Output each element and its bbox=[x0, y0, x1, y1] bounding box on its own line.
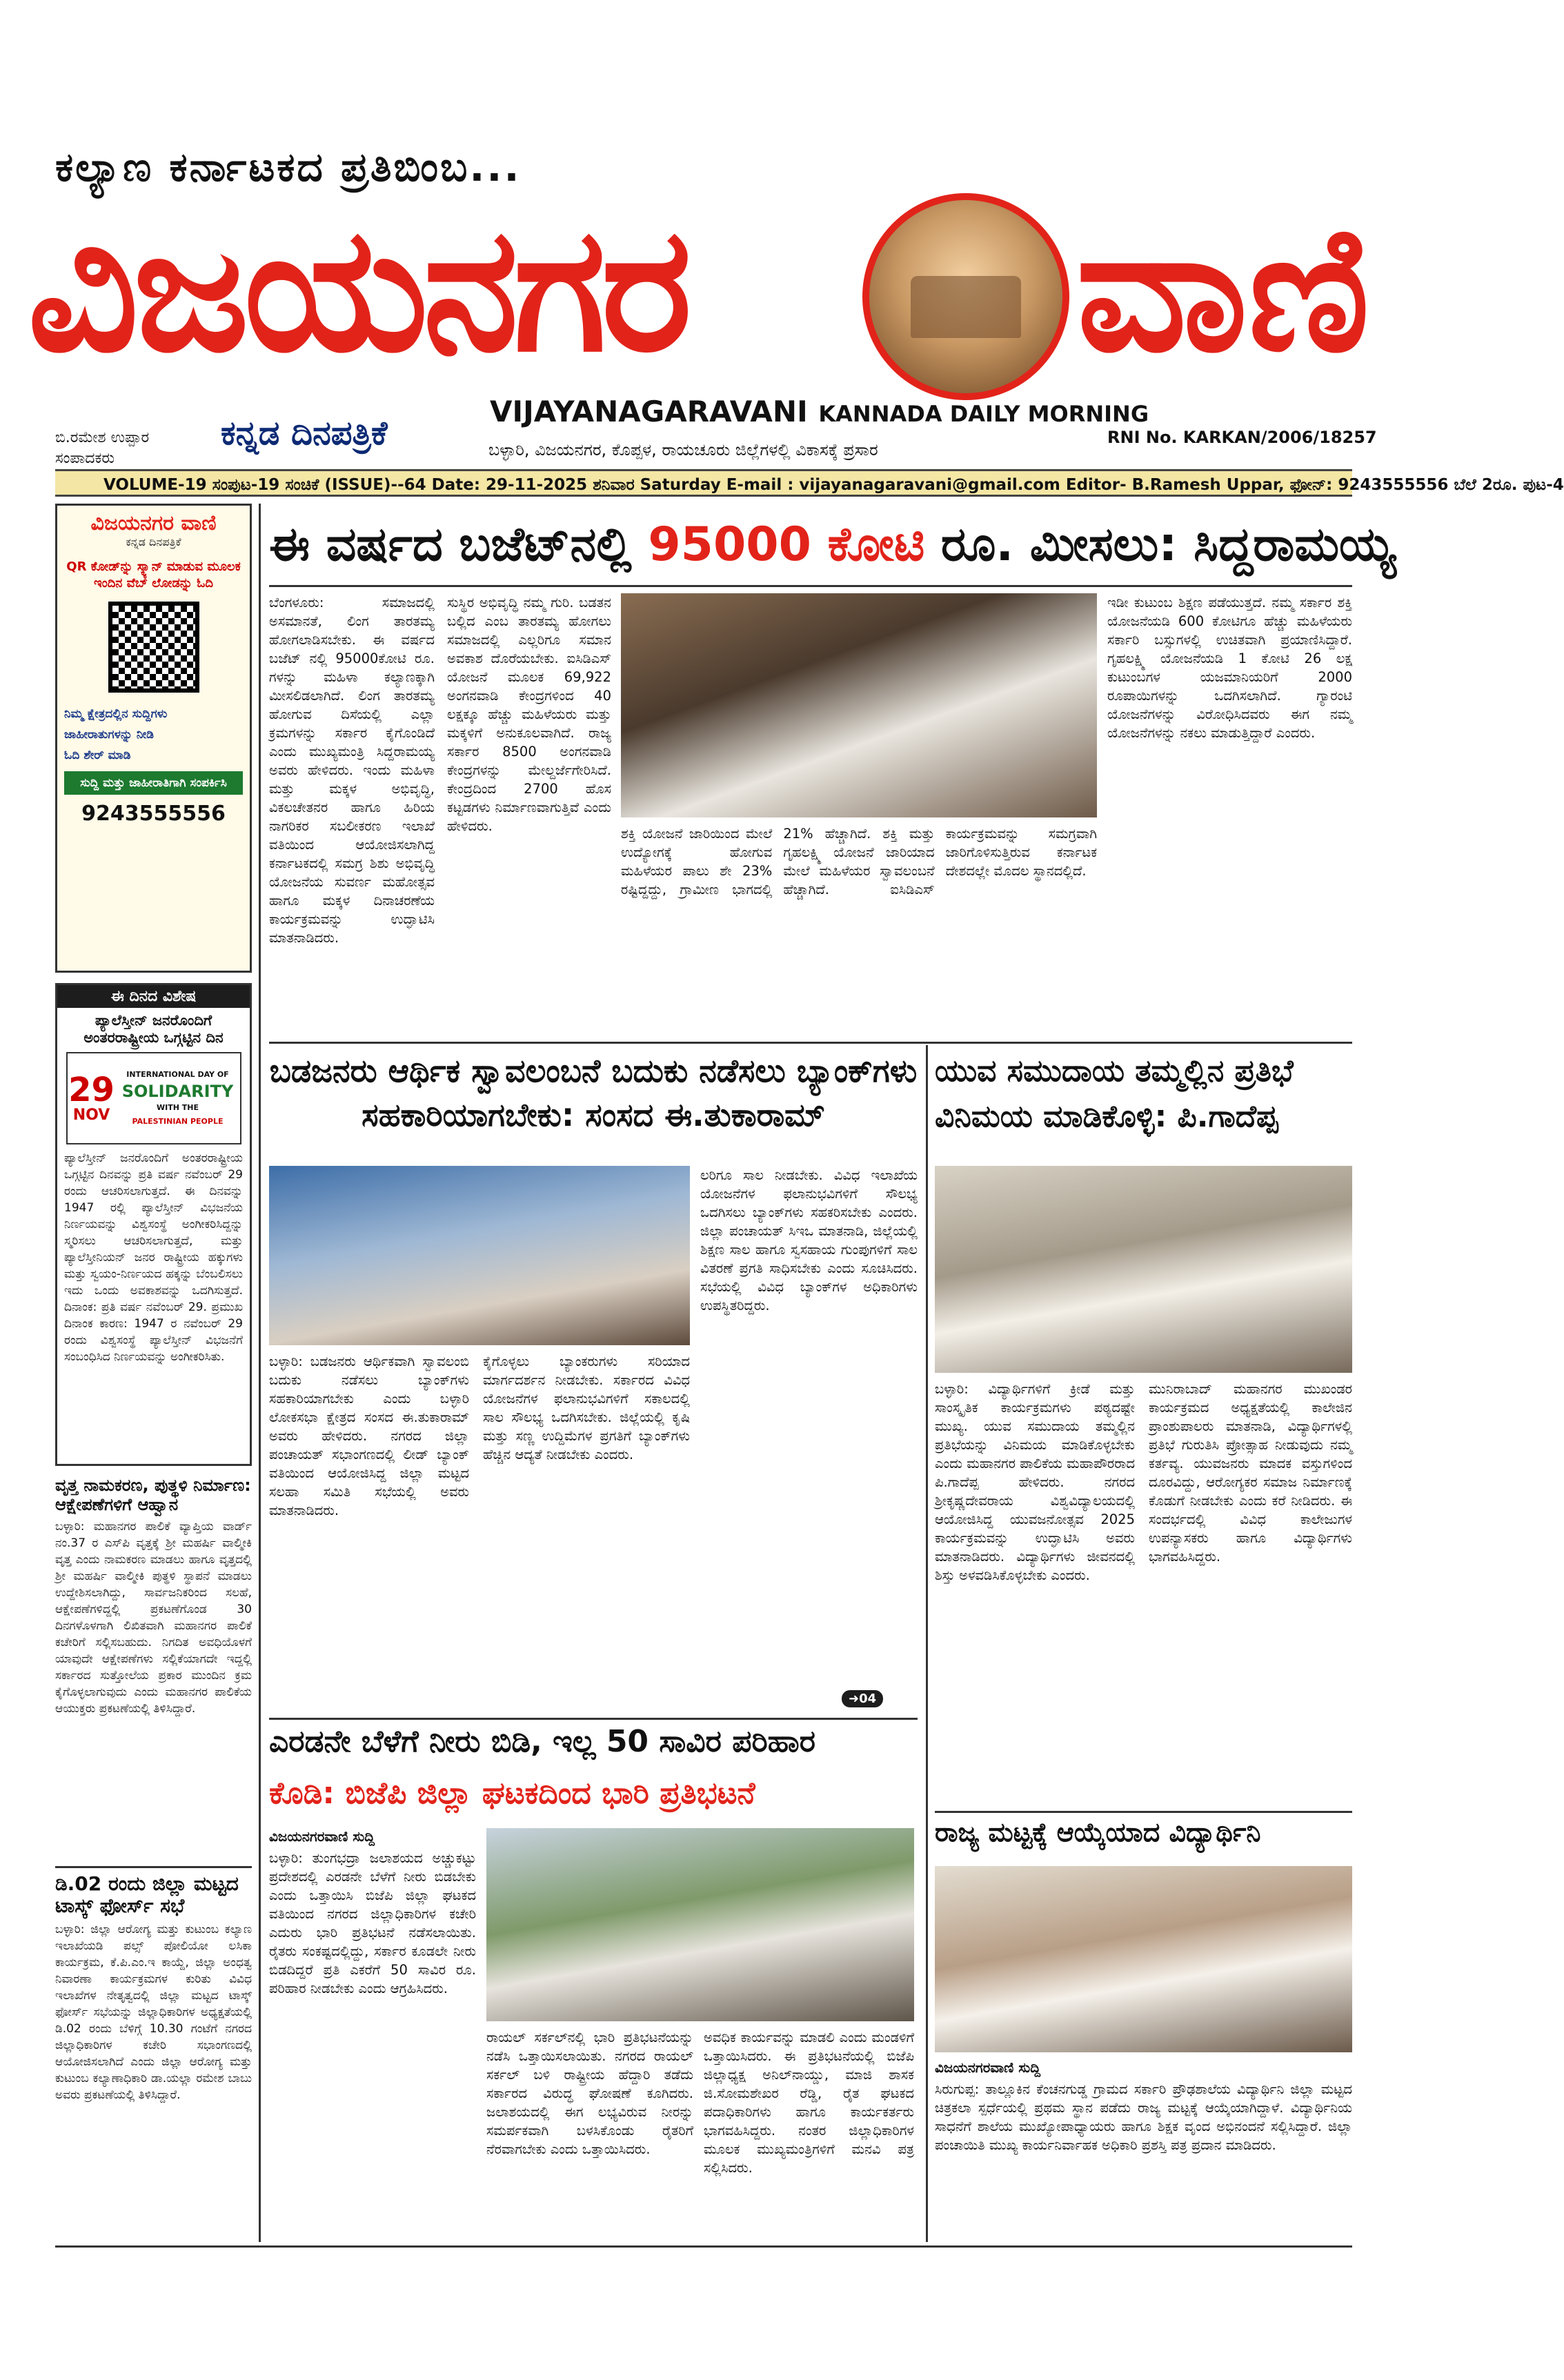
water-headline-line2: ಕೊಡಿ: ಬಿಜೆಪಿ ಜಿಲ್ಲಾ ಘಟಕದಿಂದ ಭಾರಿ ಪ್ರತಿಭಟನೆ bbox=[269, 1776, 755, 1811]
youth-festival-photo bbox=[935, 1166, 1352, 1373]
masthead bbox=[28, 179, 1370, 400]
promo-phone[interactable]: 9243555556 bbox=[81, 802, 226, 826]
promo-line: ಜಾಹೀರಾತುಗಳನ್ನು ನೀಡಿ bbox=[64, 728, 154, 742]
lead-col3: ಶಕ್ತಿ ಯೋಜನೆ ಜಾರಿಯಿಂದ ಮೇಲೆ ಉದ್ಯೋಗಕ್ಕೆ ಹೋಗುವ ಮಹಿಳೆಯರ ಪಾಲು ಶೇ 23% ರಷ್ಟಿದ್ದದ್ದು, ಗ್ರಾಮೀಣ ಭಾಗದಲ್ಲಿ 21% ಹೆಚ್ಚಾಗಿದೆ. ಶಕ್ತಿ ಮತ್ತು ಗೃಹಲಕ್ಷ್ಮಿ ಯೋಜನೆ ಜಾರಿಯಾದ ಮೇಲೆ ಮಹಿಳೆಯರ ಸ್ವಾವಲಂಬನೆ ಹೆಚ್ಚಾಗಿದೆ. ಐಸಿಡಿಎಸ್ ಕಾರ್ಯಕ್ರಮವನ್ನು ಸಮಗ್ರವಾಗಿ ಜಾರಿಗೊಳಿಸುತ್ತಿರುವ ಕರ್ನಾಟಕ ದೇಶದಲ್ಲೇ ಮೊದಲ ಸ್ಥಾನದಲ್ಲಿದೆ. bbox=[621, 826, 1097, 898]
siddaramaiah-photo bbox=[621, 593, 1097, 817]
badge-day: 29 bbox=[68, 1070, 115, 1109]
editor-credit bbox=[55, 428, 149, 469]
promo-line: ಓದಿ ಶೇರ್ ಮಾಡಿ bbox=[64, 748, 131, 762]
water-byline: ವಿಜಯನಗರವಾಣಿ ಸುದ್ದಿ bbox=[269, 1828, 375, 1845]
day-special-head1: ಪ್ಯಾಲೆಸ್ತೀನ್ ಜನರೊಂದಿಗೆ bbox=[95, 1012, 212, 1029]
english-sub: KANNADA DAILY MORNING bbox=[818, 401, 1149, 427]
water-col2: ರಾಯಲ್ ಸರ್ಕಲ್‌ನಲ್ಲಿ ಭಾರಿ ಪ್ರತಿಭಟನೆಯನ್ನು ನಡೆಸಿ ಒತ್ತಾಯಿಸಲಾಯಿತು. ನಗರದ ರಾಯಲ್ ಸರ್ಕಲ್ ಬಳಿ ರಾಷ್ಟ್ರೀಯ ಹೆದ್ದಾರಿ ತಡೆದು ಸರ್ಕಾರದ ವಿರುದ್ಧ ಘೋಷಣೆ ಕೂಗಿದರು. ಜಲಾಶಯದಲ್ಲಿ ಈಗ ಲಭ್ಯವಿರುವ ನೀರನ್ನು ಸಮರ್ಪಕವಾಗಿ ಬಳಸಿಕೊಂಡು ರೈತರಿಗೆ ನೆರವಾಗಬೇಕು ಎಂದು ಒತ್ತಾಯಿಸಿದರು. bbox=[486, 2030, 693, 2157]
masthead-tagline: ಕಲ್ಯಾಣ ಕರ್ನಾಟಕದ ಪ್ರತಿಬಿಂಬ... bbox=[55, 143, 522, 190]
promo-brand: ವಿಜಯನಗರ ವಾಣಿ bbox=[90, 511, 217, 535]
editor-name: ಬಿ.ರಮೇಶ ಉಪ್ಪಾರ bbox=[55, 429, 150, 446]
lead-headline-part2: ರೂ. ಮೀಸಲು: ಸಿದ್ದರಾಮಯ್ಯ bbox=[941, 517, 1396, 572]
promo-brand-sub: ಕನ್ನಡ ದಿನಪತ್ರಿಕೆ bbox=[126, 535, 181, 548]
bank-meeting-photo bbox=[269, 1166, 690, 1345]
protest-photo bbox=[486, 1828, 914, 2021]
hampi-chariot-logo-icon bbox=[862, 193, 1069, 400]
student-award-photo bbox=[935, 1866, 1352, 2052]
badge-month: NOV bbox=[72, 1106, 110, 1124]
editor-role: ಸಂಪಾದಕರು bbox=[55, 450, 115, 467]
day-special-box bbox=[55, 983, 252, 1466]
badge-line3: WITH THE bbox=[157, 1103, 199, 1112]
masthead-title-right: ವಾಣಿ bbox=[1076, 189, 1370, 390]
continued-page-badge[interactable]: ➜04 bbox=[842, 1690, 883, 1707]
rni-number: RNI No. KARKAN/2006/18257 bbox=[1107, 428, 1377, 447]
water-headline-line1: ಎರಡನೇ ಬೆಳೆಗೆ ನೀರು ಬಿಡಿ, ಇಲ್ಲ 50 ಸಾವಿರ ಪರಿಹಾರ bbox=[269, 1724, 815, 1759]
state-headline: ರಾಜ್ಯ ಮಟ್ಟಕ್ಕೆ ಆಯ್ಕೆಯಾದ ವಿದ್ಯಾರ್ಥಿನಿ bbox=[935, 1817, 1261, 1847]
task-force-headline: ಡಿ.02 ರಂದು ಜಿಲ್ಲಾ ಮಟ್ಟದ ಟಾಸ್ಕ್ ಫೋರ್ಸ್ ಸಭೆ bbox=[55, 1872, 239, 1918]
bank-col2: ಕೈಗೊಳ್ಳಲು ಬ್ಯಾಂಕರುಗಳು ಸರಿಯಾದ ಮಾರ್ಗದರ್ಶನ ನೀಡಬೇಕು. ಸರ್ಕಾರದ ವಿವಿಧ ಯೋಜನೆಗಳ ಫಲಾನುಭವಿಗಳಿಗೆ ಸಕಾಲದಲ್ಲಿ ಸಾಲ ಸೌಲಭ್ಯ ಒದಗಿಸಬೇಕು. ಜಿಲ್ಲೆಯಲ್ಲಿ ಕೃಷಿ ಮತ್ತು ಸಣ್ಣ ಉದ್ದಿಮೆಗಳ ಪ್ರಗತಿಗೆ ಬ್ಯಾಂಕ್‌ಗಳು ಹೆಚ್ಚಿನ ಆದ್ಯತೆ ನೀಡಬೇಕು ಎಂದರು. bbox=[483, 1353, 690, 1462]
promo-contact-line: ಸುದ್ದಿ ಮತ್ತು ಜಾಹೀರಾತಿಗಾಗಿ ಸಂಪರ್ಕಿಸಿ bbox=[64, 771, 243, 795]
bank-col3: ಲರಿಗೂ ಸಾಲ ನೀಡಬೇಕು. ವಿವಿಧ ಇಲಾಖೆಯ ಯೋಜನೆಗಳ ಫಲಾನುಭವಿಗಳಿಗೆ ಸೌಲಭ್ಯ ಒದಗಿಸಲು ಬ್ಯಾಂಕ್‌ಗಳು ಸಹಕರಿಸಬೇಕು ಎಂದರು. ಜಿಲ್ಲಾ ಪಂಚಾಯತ್ ಸಿಇಒ ಮಾತನಾಡಿ, ಜಿಲ್ಲೆಯಲ್ಲಿ ಶಿಕ್ಷಣ ಸಾಲ ಹಾಗೂ ಸ್ವಸಹಾಯ ಗುಂಪುಗಳಿಗೆ ಸಾಲ ವಿತರಣೆ ಪ್ರಗತಿ ಸಾಧಿಸಬೇಕು ಎಂದು ಸೂಚಿಸಿದರು. ಸಭೆಯಲ್ಲಿ ವಿವಿಧ ಬ್ಯಾಂಕ್‌ಗಳ ಅಧಿಕಾರಿಗಳು ಉಪಸ್ಥಿತರಿದ್ದರು. bbox=[700, 1167, 918, 1313]
solidarity-badge bbox=[66, 1052, 241, 1144]
qr-promo-box bbox=[55, 504, 252, 973]
circle-naming-text: ಬಳ್ಳಾರಿ: ಮಹಾನಗರ ಪಾಲಿಕೆ ವ್ಯಾಪ್ತಿಯ ವಾರ್ಡ್ ನಂ.37 ರ ಎಸ್‌ಪಿ ವೃತ್ತಕ್ಕೆ ಶ್ರೀ ಮಹರ್ಷಿ ವಾಲ್ಮೀಕಿ ವೃತ್ತ ಎಂದು ನಾಮಕರಣ ಮಾಡಲು ಹಾಗೂ ವೃತ್ತದಲ್ಲಿ ಶ್ರೀ ಮಹರ್ಷಿ ವಾಲ್ಮೀಕಿ ಪುತ್ಥಳಿ ಸ್ಥಾಪನೆ ಮಾಡಲು ಉದ್ದೇಶಿಸಲಾಗಿದ್ದು, ಸಾರ್ವಜನಿಕರಿಂದ ಸಲಹೆ, ಆಕ್ಷೇಪಣೆಗಳಿದ್ದಲ್ಲಿ ಪ್ರಕಟಣೆಗೊಂಡ 30 ದಿನಗಳೊಳಗಾಗಿ ಲಿಖಿತವಾಗಿ ಮಹಾನಗರ ಪಾಲಿಕೆ ಕಚೇರಿಗೆ ಸಲ್ಲಿಸಬಹುದು. ನಿಗದಿತ ಅವಧಿಯೊಳಗೆ ಯಾವುದೇ ಆಕ್ಷೇಪಣೆಗಳು ಸಲ್ಲಿಕೆಯಾಗದೇ ಇದ್ದಲ್ಲಿ ಸರ್ಕಾರದ ಸುತ್ತೋಲೆಯ ಪ್ರಕಾರ ಮುಂದಿನ ಕ್ರಮ ಕೈಗೊಳ್ಳಲಾಗುವುದು ಎಂದು ಮಹಾನಗರ ಪಾಲಿಕೆಯ ಆಯುಕ್ತರು ಪ್ರಕಟಣೆಯಲ್ಲಿ ತಿಳಿಸಿದ್ದಾರೆ. bbox=[55, 1520, 252, 1716]
water-col3: ಅವಧಿಕ ಕಾರ್ಯವನ್ನು ಮಾಡಲಿ ಎಂದು ಮಂಡಳಿಗೆ ಒತ್ತಾಯಿಸಿದರು. ಈ ಪ್ರತಿಭಟನೆಯಲ್ಲಿ ಬಿಜೆಪಿ ಜಿಲ್ಲಾಧ್ಯಕ್ಷ ಅನಿಲ್‌ನಾಯ್ಡು, ಮಾಜಿ ಶಾಸಕ ಜಿ.ಸೋಮಶೇಖರ ರೆಡ್ಡಿ, ರೈತ ಘಟಕದ ಪದಾಧಿಕಾರಿಗಳು ಹಾಗೂ ಕಾರ್ಯಕರ್ತರು ಭಾಗವಹಿಸಿದ್ದರು. ನಂತರ ಜಿಲ್ಲಾಧಿಕಾರಿಗಳ ಮೂಲಕ ಮುಖ್ಯಮಂತ್ರಿಗಳಿಗೆ ಮನವಿ ಪತ್ರ ಸಲ್ಲಿಸಿದರು. bbox=[704, 2030, 914, 2176]
districts-line: ಬಳ್ಳಾರಿ, ವಿಜಯನಗರ, ಕೊಪ್ಪಳ, ರಾಯಚೂರು ಜಿಲ್ಲೆಗಳಲ್ಲಿ ವಿಕಾಸಕ್ಕೆ ಪ್ರಸಾರ bbox=[488, 440, 878, 459]
english-masthead bbox=[490, 395, 1149, 428]
badge-line4: PALESTINIAN PEOPLE bbox=[132, 1117, 224, 1126]
water-col1: ಬಳ್ಳಾರಿ: ತುಂಗಭದ್ರಾ ಜಲಾಶಯದ ಅಚ್ಚುಕಟ್ಟು ಪ್ರದೇಶದಲ್ಲಿ ಎರಡನೇ ಬೆಳೆಗೆ ನೀರು ಬಿಡಬೇಕು ಎಂದು ಒತ್ತಾಯಿಸಿ ಬಿಜೆಪಿ ಜಿಲ್ಲಾ ಘಟಕದ ವತಿಯಿಂದ ನಗರದ ಜಿಲ್ಲಾಧಿಕಾರಿಗಳ ಕಚೇರಿ ಎದುರು ಭಾರಿ ಪ್ರತಿಭಟನೆ ನಡೆಸಲಾಯಿತು. ರೈತರು ಸಂಕಷ್ಟದಲ್ಲಿದ್ದು, ಸರ್ಕಾರ ಕೂಡಲೇ ನೀರು ಬಿಡದಿದ್ದರೆ ಪ್ರತಿ ಎಕರೆಗೆ 50 ಸಾವಿರ ರೂ. ಪರಿಹಾರ ನೀಡಬೇಕು ಎಂದು ಆಗ್ರಹಿಸಿದರು. bbox=[269, 1850, 476, 1996]
lead-col1: ಬೆಂಗಳೂರು: ಸಮಾಜದಲ್ಲಿ ಅಸಮಾನತೆ, ಲಿಂಗ ತಾರತಮ್ಯ ಹೋಗಲಾಡಿಸಬೇಕು. ಈ ವರ್ಷದ ಬಜೆಟ್ ನಲ್ಲಿ 95000ಕೋಟಿ ರೂ. ಗಳನ್ನು ಮಹಿಳಾ ಕಲ್ಯಾಣಕ್ಕಾಗಿ ಮೀಸಲಿಡಲಾಗಿದೆ. ಲಿಂಗ ತಾರತಮ್ಯ ಹೋಗುವ ದಿಸೆಯಲ್ಲಿ ಎಲ್ಲಾ ಕ್ರಮಗಳನ್ನು ಸರ್ಕಾರ ಕೈಗೊಂಡಿದೆ ಎಂದು ಮುಖ್ಯಮಂತ್ರಿ ಸಿದ್ದರಾಮಯ್ಯ ಅವರು ಹೇಳಿದರು. ಇಂದು ಮಹಿಳಾ ಮತ್ತು ಮಕ್ಕಳ ಅಭಿವೃದ್ಧಿ, ವಿಕಲಚೇತನರ ಹಾಗೂ ಹಿರಿಯ ನಾಗರಿಕರ ಸಬಲೀಕರಣ ಇಲಾಖೆ ವತಿಯಿಂದ ಆಯೋಜಿಸಲಾಗಿದ್ದ ಕರ್ನಾಟಕದಲ್ಲಿ ಸಮಗ್ರ ಶಿಶು ಅಭಿವೃದ್ಧಿ ಯೋಜನೆಯ ಸುವರ್ಣ ಮಹೋತ್ಸವ ಹಾಗೂ ಮಕ್ಕಳ ದಿನಾಚರಣೆಯ ಕಾರ್ಯಕ್ರಮವನ್ನು ಉದ್ಘಾಟಿಸಿ ಮಾತನಾಡಿದರು. bbox=[269, 595, 435, 946]
bank-col1: ಬಳ್ಳಾರಿ: ಬಡಜನರು ಆರ್ಥಿಕವಾಗಿ ಸ್ವಾವಲಂಬಿ ಬದುಕು ನಡೆಸಲು ಬ್ಯಾಂಕ್‌ಗಳು ಸಹಕಾರಿಯಾಗಬೇಕು ಎಂದು ಬಳ್ಳಾರಿ ಲೋಕಸಭಾ ಕ್ಷೇತ್ರದ ಸಂಸದ ಈ.ತುಕಾರಾಮ್ ಅವರು ಹೇಳಿದರು. ನಗರದ ಜಿಲ್ಲಾ ಪಂಚಾಯತ್ ಸಭಾಂಗಣದಲ್ಲಿ ಲೀಡ್ ಬ್ಯಾಂಕ್ ವತಿಯಿಂದ ಆಯೋಜಿಸಿದ್ದ ಜಿಲ್ಲಾ ಮಟ್ಟದ ಸಲಹಾ ಸಮಿತಿ ಸಭೆಯಲ್ಲಿ ಅವರು ಮಾತನಾಡಿದರು. bbox=[269, 1353, 469, 1518]
qr-instructions: QR ಕೋಡ್‌ನ್ನು ಸ್ಕ್ಯಾನ್ ಮಾಡುವ ಮೂಲಕ ಇಂದಿನ ವೆಬ್ ಲೋಡನ್ನು ಓದಿ bbox=[66, 559, 241, 591]
youth-col2: ಮುನಿರಾಬಾದ್ ಮಹಾನಗರ ಮುಖಂಡರ ಕಾರ್ಯಕ್ರಮದ ಅಧ್ಯಕ್ಷತೆಯಲ್ಲಿ ಕಾಲೇಜಿನ ಪ್ರಾಂಶುಪಾಲರು ಮಾತನಾಡಿ, ವಿದ್ಯಾರ್ಥಿಗಳಲ್ಲಿ ಪ್ರತಿಭೆ ಗುರುತಿಸಿ ಪ್ರೋತ್ಸಾಹ ನೀಡುವುದು ನಮ್ಮ ಕರ್ತವ್ಯ. ಯುವಜನರು ಮಾದಕ ವಸ್ತುಗಳಿಂದ ದೂರವಿದ್ದು, ಆರೋಗ್ಯಕರ ಸಮಾಜ ನಿರ್ಮಾಣಕ್ಕೆ ಕೊಡುಗೆ ನೀಡಬೇಕು ಎಂದು ಕರೆ ನೀಡಿದರು. ಈ ಸಂದರ್ಭದಲ್ಲಿ ವಿವಿಧ ಕಾಲೇಜುಗಳ ಉಪನ್ಯಾಸಕರು ಹಾಗೂ ವಿದ್ಯಾರ್ಥಿಗಳು ಭಾಗವಹಿಸಿದ್ದರು. bbox=[1149, 1381, 1352, 1565]
badge-line2: SOLIDARITY bbox=[121, 1082, 234, 1101]
day-special-head2: ಅಂತರರಾಷ್ಟ್ರೀಯ ಒಗ್ಗಟ್ಟಿನ ದಿನ bbox=[83, 1029, 224, 1046]
lead-headline-amount: 95000 ಕೋಟಿ bbox=[648, 517, 925, 572]
bank-headline: ಬಡಜನರು ಆರ್ಥಿಕ ಸ್ವಾವಲಂಬನೆ ಬದುಕು ನಡೆಸಲು ಬ್ಯಾಂಕ್‌ಗಳು ಸಹಕಾರಿಯಾಗಬೇಕು: ಸಂಸದ ಈ.ತುಕಾರಾಮ್ bbox=[269, 1052, 918, 1133]
badge-line1: INTERNATIONAL DAY OF bbox=[126, 1070, 229, 1079]
task-force-text: ಬಳ್ಳಾರಿ: ಜಿಲ್ಲಾ ಆರೋಗ್ಯ ಮತ್ತು ಕುಟುಂಬ ಕಲ್ಯಾಣ ಇಲಾಖೆಯಡಿ ಪಲ್ಸ್ ಪೋಲಿಯೋ ಲಸಿಕಾ ಕಾರ್ಯಕ್ರಮ, ಕೆ.ಪಿ.ಎಂ.ಇ ಕಾಯ್ದೆ, ಜಿಲ್ಲಾ ಅಂಧತ್ವ ನಿವಾರಣಾ ಕಾರ್ಯಕ್ರಮಗಳ ಕುರಿತು ವಿವಿಧ ಇಲಾಖೆಗಳ ನೇತೃತ್ವದಲ್ಲಿ ಜಿಲ್ಲಾ ಮಟ್ಟದ ಟಾಸ್ಕ್ ಫೋರ್ಸ್ ಸಭೆಯನ್ನು ಜಿಲ್ಲಾಧಿಕಾರಿಗಳ ಅಧ್ಯಕ್ಷತೆಯಲ್ಲಿ ಡಿ.02 ರಂದು ಬೆಳಿಗ್ಗೆ 10.30 ಗಂಟೆಗೆ ನಗರದ ಜಿಲ್ಲಾಧಿಕಾರಿಗಳ ಕಚೇರಿ ಸಭಾಂಗಣದಲ್ಲಿ ಆಯೋಜಿಸಲಾಗಿದೆ ಎಂದು ಜಿಲ್ಲಾ ಆರೋಗ್ಯ ಮತ್ತು ಕುಟುಂಬ ಕಲ್ಯಾಣಾಧಿಕಾರಿ ಡಾ.ಯಲ್ಲಾ ರಮೇಶ ಬಾಬು ಅವರು ಪ್ರಕಟಣೆಯಲ್ಲಿ ತಿಳಿಸಿದ್ದಾರೆ. bbox=[55, 1923, 252, 2103]
circle-naming-headline: ವೃತ್ತ ನಾಮಕರಣ, ಪುತ್ಥಳಿ ನಿರ್ಮಾಣ: ಆಕ್ಷೇಪಣೆಗಳಿಗೆ ಆಹ್ವಾನ bbox=[55, 1476, 251, 1514]
lead-col2: ಸುಸ್ಥಿರ ಅಭಿವೃದ್ಧಿ ನಮ್ಮ ಗುರಿ. ಬಡತನ ಬಲ್ಲಿದ ಎಂಬ ತಾರತಮ್ಯ ಹೋಗಲು ಸಮಾಜದಲ್ಲಿ ಎಲ್ಲರಿಗೂ ಸಮಾನ ಅವಕಾಶ ದೊರೆಯಬೇಕು. ಐಸಿಡಿಎಸ್ ಯೋಜನೆ ಮೂಲಕ 69,922 ಅಂಗನವಾಡಿ ಕೇಂದ್ರಗಳಿಂದ 40 ಲಕ್ಷಕ್ಕೂ ಹೆಚ್ಚು ಮಹಿಳೆಯರು ಮತ್ತು ಮಕ್ಕಳಿಗೆ ಅನುಕೂಲವಾಗಿದೆ. ರಾಜ್ಯ ಸರ್ಕಾರ 8500 ಅಂಗನವಾಡಿ ಕೇಂದ್ರಗಳನ್ನು ಮೇಲ್ದರ್ಜೆಗೇರಿಸಿದೆ. ಕೇಂದ್ರದಿಂದ 2700 ಹೊಸ ಕಟ್ಟಡಗಳು ನಿರ್ಮಾಣವಾಗುತ್ತಿವೆ ಎಂದು ಹೇಳಿದರು. bbox=[447, 595, 611, 834]
circle-naming-article bbox=[55, 1476, 252, 1863]
masthead-title-left: ವಿಜಯನಗರ bbox=[28, 189, 687, 390]
state-text: ಸಿರುಗುಪ್ಪ: ತಾಲ್ಲೂಕಿನ ಕೆಂಚನಗುಡ್ಡ ಗ್ರಾಮದ ಸರ್ಕಾರಿ ಪ್ರೌಢಶಾಲೆಯ ವಿದ್ಯಾರ್ಥಿನಿ ಜಿಲ್ಲಾ ಮಟ್ಟದ ಚಿತ್ರಕಲಾ ಸ್ಪರ್ಧೆಯಲ್ಲಿ ಪ್ರಥಮ ಸ್ಥಾನ ಪಡೆದು ರಾಜ್ಯ ಮಟ್ಟಕ್ಕೆ ಆಯ್ಕೆಯಾಗಿದ್ದಾಳೆ. ವಿದ್ಯಾರ್ಥಿನಿಯ ಸಾಧನೆಗೆ ಶಾಲೆಯ ಮುಖ್ಯೋಪಾಧ್ಯಾಯರು ಹಾಗೂ ಶಿಕ್ಷಕ ವೃಂದ ಅಭಿನಂದನೆ ಸಲ್ಲಿಸಿದ್ದಾರೆ. ಜಿಲ್ಲಾ ಪಂಚಾಯಿತಿ ಮುಖ್ಯ ಕಾರ್ಯನಿರ್ವಾಹಕ ಅಧಿಕಾರಿ ಪ್ರಶಸ್ತಿ ಪತ್ರ ಪ್ರದಾನ ಮಾಡಿದರು. bbox=[935, 2081, 1352, 2153]
lead-headline-part1: ಈ ವರ್ಷದ ಬಜೆಟ್‌ನಲ್ಲಿ bbox=[269, 517, 632, 572]
day-special-title: ಈ ದಿನದ ವಿಶೇಷ bbox=[57, 985, 250, 1008]
volume-bar: VOLUME-19 ಸಂಪುಟ-19 ಸಂಚಿಕೆ (ISSUE)--64 Date: 29-11-2025 ಶನಿವಾರ Saturday E-mail : vijayanagaravani@gmail.com Editor- B.Ramesh Uppar, ಫೋನ್: 9243555556 ಬೆಲೆ 2ರೂ. ಪುಟ-4 bbox=[55, 469, 1352, 497]
day-special-text: ಪ್ಯಾಲೆಸ್ತೀನ್ ಜನರೊಂದಿಗೆ ಅಂತರರಾಷ್ಟ್ರೀಯ ಒಗ್ಗಟ್ಟಿನ ದಿನವನ್ನು ಪ್ರತಿ ವರ್ಷ ನವೆಂಬರ್ 29 ರಂದು ಆಚರಿಸಲಾಗುತ್ತದೆ. ಈ ದಿನವನ್ನು 1947 ರಲ್ಲಿ ಪ್ಯಾಲೆಸ್ತೀನ್ ವಿಭಜನೆಯ ನಿರ್ಣಯವನ್ನು ವಿಶ್ವಸಂಸ್ಥೆ ಅಂಗೀಕರಿಸಿದ್ದನ್ನು ಸ್ಮರಿಸಲು ಆಚರಿಸಲಾಗುತ್ತದೆ, ಮತ್ತು ಪ್ಯಾಲೆಸ್ತೀನಿಯನ್ ಜನರ ರಾಷ್ಟ್ರೀಯ ಹಕ್ಕುಗಳು ಮತ್ತು ಸ್ವಯಂ-ನಿರ್ಣಯದ ಹಕ್ಕನ್ನು ಬೆಂಬಲಿಸಲು ಇದು ಒಂದು ಅವಕಾಶವನ್ನು ಒದಗಿಸುತ್ತದೆ. ದಿನಾಂಕ: ಪ್ರತಿ ವರ್ಷ ನವೆಂಬರ್ 29. ಪ್ರಮುಖ ದಿನಾಂಕ ಕಾರಣ: 1947 ರ ನವೆಂಬರ್ 29 ರಂದು ವಿಶ್ವಸಂಸ್ಥೆ ಪ್ಯಾಲೆಸ್ತೀನ್ ವಿಭಜನೆಗೆ ಸಂಬಂಧಿಸಿದ ನಿರ್ಣಯವನ್ನು ಅಂಗೀಕರಿಸಿತು. bbox=[64, 1151, 243, 1364]
lead-col4: ಇಡೀ ಕುಟುಂಬ ಶಿಕ್ಷಣ ಪಡೆಯುತ್ತದೆ. ನಮ್ಮ ಸರ್ಕಾರ ಶಕ್ತಿ ಯೋಜನೆಯಡಿ 600 ಕೋಟಿಗೂ ಹೆಚ್ಚು ಮಹಿಳೆಯರು ಸರ್ಕಾರಿ ಬಸ್ಸುಗಳಲ್ಲಿ ಉಚಿತವಾಗಿ ಪ್ರಯಾಣಿಸಿದ್ದಾರೆ. ಗೃಹಲಕ್ಷ್ಮಿ ಯೋಜನೆಯಡಿ 1 ಕೋಟಿ 26 ಲಕ್ಷ ಕುಟುಂಬಗಳ ಯಜಮಾನಿಯರಿಗೆ 2000 ರೂಪಾಯಿಗಳನ್ನು ಒದಗಿಸಲಾಗಿದೆ. ಗ್ಯಾರಂಟಿ ಯೋಜನೆಗಳನ್ನು ವಿರೋಧಿಸಿದವರು ಈಗ ನಮ್ಮ ಯೋಜನೆಗಳನ್ನು ನಕಲು ಮಾಡುತ್ತಿದ್ದಾರೆ ಎಂದರು. bbox=[1107, 595, 1352, 741]
state-byline: ವಿಜಯನಗರವಾಣಿ ಸುದ್ದಿ bbox=[935, 2059, 1041, 2076]
left-sidebar bbox=[55, 504, 252, 2242]
english-name: VIJAYANAGARAVANI bbox=[490, 395, 808, 428]
lead-headline bbox=[269, 507, 1396, 583]
task-force-article bbox=[55, 1873, 252, 2245]
youth-headline: ಯುವ ಸಮುದಾಯ ತಮ್ಮಲ್ಲಿನ ಪ್ರತಿಭೆ ವಿನಿಮಯ ಮಾಡಿಕೊಳ್ಳಿ: ಪಿ.ಗಾದೆಪ್ಪ bbox=[935, 1053, 1294, 1134]
promo-line: ನಿಮ್ಮ ಕ್ಷೇತ್ರದಲ್ಲಿನ ಸುದ್ದಿಗಳು bbox=[64, 707, 168, 721]
qr-code-icon[interactable] bbox=[108, 602, 199, 693]
kannada-daily-label: ಕನ್ನಡ ದಿನಪತ್ರಿಕೆ bbox=[221, 414, 388, 453]
youth-col1: ಬಳ್ಳಾರಿ: ವಿದ್ಯಾರ್ಥಿಗಳಿಗೆ ಕ್ರೀಡೆ ಮತ್ತು ಸಾಂಸ್ಕೃತಿಕ ಕಾರ್ಯಕ್ರಮಗಳು ಪಠ್ಯದಷ್ಟೇ ಮುಖ್ಯ. ಯುವ ಸಮುದಾಯ ತಮ್ಮಲ್ಲಿನ ಪ್ರತಿಭೆಯನ್ನು ವಿನಿಮಯ ಮಾಡಿಕೊಳ್ಳಬೇಕು ಎಂದು ಮಹಾನಗರ ಪಾಲಿಕೆಯ ಮಹಾಪೌರರಾದ ಪಿ.ಗಾದೆಪ್ಪ ಹೇಳಿದರು. ನಗರದ ಶ್ರೀಕೃಷ್ಣದೇವರಾಯ ವಿಶ್ವವಿದ್ಯಾಲಯದಲ್ಲಿ ಆಯೋಜಿಸಿದ್ದ ಯುವಜನೋತ್ಸವ 2025 ಕಾರ್ಯಕ್ರಮವನ್ನು ಉದ್ಘಾಟಿಸಿ ಅವರು ಮಾತನಾಡಿದರು. ವಿದ್ಯಾರ್ಥಿಗಳು ಜೀವನದಲ್ಲಿ ಶಿಸ್ತು ಅಳವಡಿಸಿಕೊಳ್ಳಬೇಕು ಎಂದರು. bbox=[935, 1381, 1135, 1583]
